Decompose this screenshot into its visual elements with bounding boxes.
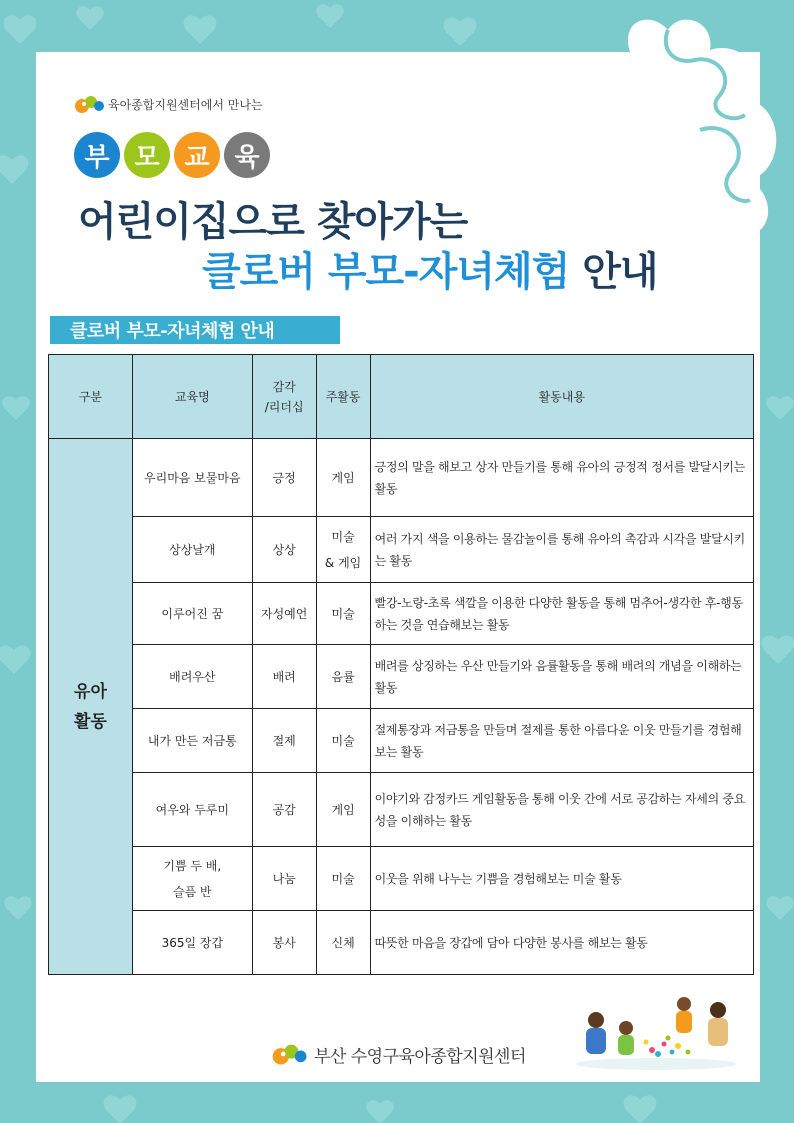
content-cell: 배려를 상징하는 우산 만들기와 음률활동을 통해 배려의 개념을 이해하는 활동 — [370, 645, 753, 709]
activity-cell: 게임 — [316, 773, 370, 847]
center-logo-icon — [270, 1040, 308, 1068]
category-line2: 활동 — [74, 711, 107, 732]
center-logo-icon — [74, 92, 104, 116]
program-name-cell: 내가 만든 저금통 — [132, 709, 252, 773]
program-name-cell: 365일 장갑 — [132, 911, 252, 975]
content-cell: 여러 가지 색을 이용하는 물감놀이를 통해 유아의 촉감과 시각을 발달시키는 활동 — [370, 517, 753, 583]
footer-org — [270, 1040, 526, 1068]
category-cell — [49, 439, 133, 975]
sense-cell: 절제 — [252, 709, 316, 773]
header-category: 구분 — [49, 355, 133, 439]
title-circle-gyo: 교 — [174, 132, 220, 178]
header-sense: 감각 /리더십 — [252, 355, 316, 439]
main-title-line2 — [202, 240, 658, 297]
header-content: 활동내용 — [370, 355, 753, 439]
title-circle-bu: 부 — [74, 132, 120, 178]
sense-cell: 공감 — [252, 773, 316, 847]
main-title-blue-part: 클로버 부모-자녀체험 — [202, 249, 570, 295]
table-header-row — [49, 355, 754, 439]
table-row — [49, 645, 754, 709]
program-name-cell: 기쁨 두 배, 슬픔 반 — [132, 847, 252, 911]
table-row — [49, 439, 754, 517]
header-program-name: 교육명 — [132, 355, 252, 439]
table-row — [49, 709, 754, 773]
activity-cell: 미술 — [316, 847, 370, 911]
sense-cell: 나눔 — [252, 847, 316, 911]
main-title-line1: 어린이집으로 찾아가는 — [78, 199, 468, 245]
program-table — [48, 354, 754, 975]
program-name-cell: 이루어진 꿈 — [132, 583, 252, 645]
sense-cell: 봉사 — [252, 911, 316, 975]
content-cell: 긍정의 말을 해보고 상자 만들기를 통해 유아의 긍정적 정서를 발달시키는 활동 — [370, 439, 753, 517]
main-title-dark-part: 안내 — [582, 249, 658, 295]
content-cell: 이야기와 감정카드 게임활동을 통해 이웃 간에 서로 공감하는 자세의 중요성을 이해하는 활동 — [370, 773, 753, 847]
activity-cell: 미술 — [316, 709, 370, 773]
activity-cell: 미술 & 게임 — [316, 517, 370, 583]
activity-cell: 미술 — [316, 583, 370, 645]
sense-cell: 배려 — [252, 645, 316, 709]
activity-cell: 게임 — [316, 439, 370, 517]
table-row — [49, 911, 754, 975]
header-main-activity: 주활동 — [316, 355, 370, 439]
brand-line — [74, 92, 263, 116]
table-row — [49, 583, 754, 645]
content-cell: 절제통장과 저금통을 만들며 절제를 통한 아름다운 이웃 만들기를 경험해보는 활동 — [370, 709, 753, 773]
program-name-cell: 우리마음 보물마음 — [132, 439, 252, 517]
content-cell: 따뜻한 마음을 장갑에 담아 다양한 봉사를 해보는 활동 — [370, 911, 753, 975]
activity-cell: 음률 — [316, 645, 370, 709]
program-name-cell: 상상날개 — [132, 517, 252, 583]
content-cell: 이웃을 위해 나누는 기쁨을 경험해보는 미술 활동 — [370, 847, 753, 911]
table-row — [49, 517, 754, 583]
content-cell: 빨강-노랑-초록 색깔을 이용한 다양한 활동을 통해 멈추어-생각한 후-행동하는 것을 연습해보는 활동 — [370, 583, 753, 645]
sense-cell: 긍정 — [252, 439, 316, 517]
sense-cell: 자성예언 — [252, 583, 316, 645]
category-line1: 유아 — [74, 681, 107, 702]
activity-cell: 신체 — [316, 911, 370, 975]
title-circle-yuk: 육 — [224, 132, 270, 178]
footer-org-name: 부산 수영구육아종합지원센터 — [314, 1046, 526, 1067]
program-name-cell: 여우와 두루미 — [132, 773, 252, 847]
title-circle-mo: 모 — [124, 132, 170, 178]
title-circles — [74, 132, 270, 178]
table-row — [49, 847, 754, 911]
brand-text: 육아종합지원센터에서 만나는 — [108, 97, 263, 112]
section-label: 클로버 부모-자녀체험 안내 — [50, 316, 340, 344]
table-row — [49, 773, 754, 847]
children-illustration — [568, 992, 744, 1072]
program-name-cell: 배려우산 — [132, 645, 252, 709]
sense-cell: 상상 — [252, 517, 316, 583]
